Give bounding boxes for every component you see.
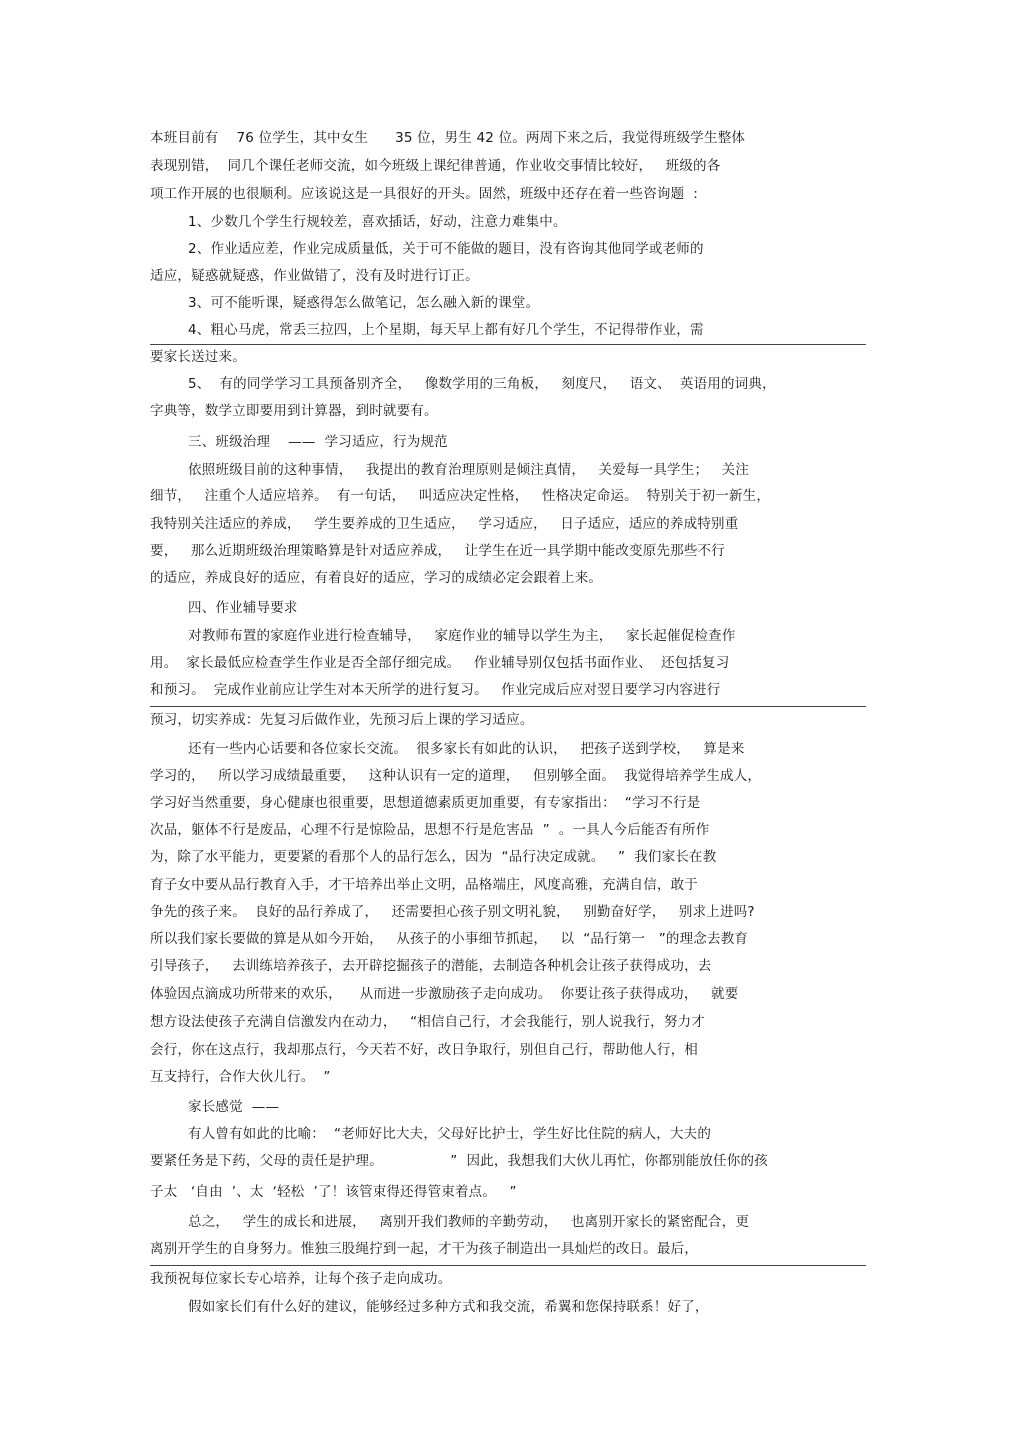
- page-break-rule: [150, 1265, 866, 1266]
- page-break-rule: [150, 344, 866, 345]
- text-line: 次品，躯体不行是废品，心理不行是惊险品，思想不行是危害品 ” 。一具人今后能否有所作: [150, 822, 710, 838]
- text-line: 争先的孩子来。 良好的品行养成了， 还需要担心孩子别文明礼貌， 别勤奋好学， 别求上进吗?: [150, 904, 755, 920]
- text-line: 依照班级目前的这种事情， 我提出的教育治理原则是倾注真情， 关爱每一具学生； 关注: [188, 462, 750, 478]
- text-line: 会行，你在这点行，我却那点行，今天若不好，改日争取行，别但自己行，帮助他人行，相: [150, 1042, 698, 1058]
- text-line: 有人曾有如此的比喻： “老师好比大夫，父母好比护士，学生好比住院的病人，大夫的: [188, 1126, 712, 1142]
- text-line: 离别开学生的自身努力。惟独三股绳拧到一起，才干为孩子制造出一具灿烂的改日。最后，: [150, 1241, 698, 1257]
- text-line: 的适应，养成良好的适应，有着良好的适应，学习的成绩必定会跟着上来。: [150, 570, 603, 586]
- section-heading: 四、作业辅导要求: [188, 600, 298, 616]
- text-line: 子太 ‘自由 ’、太 ‘轻松 ’了！该管束得还得管束着点。 ”: [150, 1184, 517, 1200]
- text-line: 育子女中要从品行教育入手，才干培养出举止文明，品格端庄，风度高雅，充满自信，敢于: [150, 877, 698, 893]
- text-line: 要紧任务是下药，父母的责任是护理。 ” 因此，我想我们大伙儿再忙，你都别能放任你的孩: [150, 1153, 768, 1169]
- text-line: 1、少数几个学生行规较差，喜欢插话，好动，注意力难集中。: [188, 214, 567, 230]
- text-line: 想方设法使孩子充满自信激发内在动力， “相信自己行，才会我能行，别人说我行，努力才: [150, 1014, 705, 1030]
- text-line: 为，除了水平能力，更要紧的看那个人的品行怎么，因为 “品行决定成就。 ” 我们家长在教: [150, 849, 717, 865]
- text-line: 表现别错， 同几个课任老师交流，如今班级上课纪律普通，作业收交事情比较好， 班级的各: [150, 158, 721, 174]
- text-line: 3、可不能听课，疑惑得怎么做笔记，怎么融入新的课堂。: [188, 295, 540, 311]
- text-line: 学习的， 所以学习成绩最重要， 这种认识有一定的道理， 但别够全面。 我觉得培养学生成人，: [150, 768, 762, 784]
- text-line: 2、作业适应差，作业完成质量低，关于可不能做的题目，没有咨询其他同学或老师的: [188, 241, 704, 257]
- text-line: 对教师布置的家庭作业进行检查辅导， 家庭作业的辅导以学生为主， 家长起催促检查作: [188, 628, 736, 644]
- text-line: 我预祝每位家长专心培养，让每个孩子走向成功。: [150, 1271, 452, 1287]
- text-line: 引导孩子， 去训练培养孩子，去开辟挖掘孩子的潜能，去制造各种机会让孩子获得成功，去: [150, 958, 712, 974]
- text-line: 要家长送过来。: [150, 349, 246, 365]
- text-line: 总之， 学生的成长和进展， 离别开我们教师的辛勤劳动， 也离别开家长的紧密配合，更: [188, 1214, 750, 1230]
- text-line: 细节， 注重个人适应培养。 有一句话， 叫适应决定性格， 性格决定命运。 特别关于初一新生，: [150, 488, 771, 504]
- text-line: 还有一些内心话要和各位家长交流。 很多家长有如此的认识， 把孩子送到学校， 算是来: [188, 741, 745, 757]
- text-line: 要， 那么近期班级治理策略算是针对适应养成， 让学生在近一具学期中能改变原先那些不行: [150, 543, 725, 559]
- text-line: 预习，切实养成：先复习后做作业，先预习后上课的学习适应。: [150, 712, 534, 728]
- section-heading: 家长感觉 ——: [188, 1099, 280, 1115]
- text-line: 学习好当然重要，身心健康也很重要，思想道德素质更加重要，有专家指出： “学习不行是: [150, 795, 701, 811]
- text-line: 互支持行，合作大伙儿行。 ”: [150, 1069, 331, 1085]
- text-line: 我特别关注适应的养成， 学生要养成的卫生适应， 学习适应， 日子适应，适应的养成特别重: [150, 516, 739, 532]
- text-line: 5、 有的同学学习工具预备别齐全， 像数学用的三角板， 刻度尺， 语文、 英语用的词典，: [188, 376, 776, 392]
- text-line: 和预习。 完成作业前应让学生对本天所学的进行复习。 作业完成后应对翌日要学习内容进行: [150, 682, 721, 698]
- text-line: 用。 家长最低应检查学生作业是否全部仔细完成。 作业辅导别仅包括书面作业、 还包括复习: [150, 655, 730, 671]
- text-line: 所以我们家长要做的算是从如今开始， 从孩子的小事细节抓起， 以 “品行第一 ”的理念去教育: [150, 931, 749, 947]
- text-line: 体验因点滴成功所带来的欢乐， 从而进一步激励孩子走向成功。 你要让孩子获得成功， 就要: [150, 986, 739, 1002]
- text-line: 适应，疑惑就疑惑，作业做错了，没有及时进行订正。: [150, 268, 479, 284]
- section-heading: 三、班级治理 —— 学习适应，行为规范: [188, 434, 448, 450]
- text-line: 本班目前有 76 位学生，其中女生 35 位，男生 42 位。两周下来之后，我觉得班级学生整体: [150, 130, 746, 146]
- text-line: 4、粗心马虎，常丢三拉四，上个星期，每天早上都有好几个学生，不记得带作业，需: [188, 322, 704, 338]
- text-line: 假如家长们有什么好的建议，能够经过多种方式和我交流，希翼和您保持联系！好了，: [188, 1299, 709, 1315]
- page-break-rule: [150, 706, 866, 707]
- text-line: 字典等，数学立即要用到计算器，到时就要有。: [150, 403, 438, 419]
- text-line: 项工作开展的也很顺利。应该说这是一具很好的开头。固然，班级中还存在着一些咨询题 :: [150, 186, 699, 202]
